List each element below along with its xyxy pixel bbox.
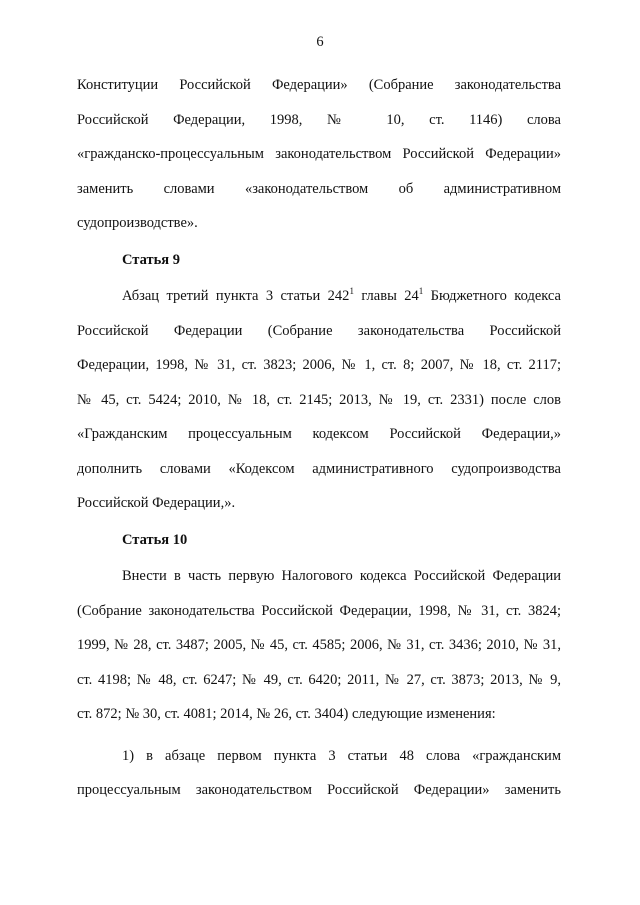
text-line: судопроизводстве». bbox=[77, 215, 198, 231]
text-line: Российской Федерации, 1998, № 10, ст. 1146) слова bbox=[77, 111, 561, 128]
text-line: Внести в часть первую Налогового кодекса Российской Федерации bbox=[122, 568, 561, 584]
page-number: 6 bbox=[316, 34, 324, 50]
document-body bbox=[77, 68, 561, 808]
superscript: 1 bbox=[349, 286, 354, 296]
superscript: 1 bbox=[418, 286, 424, 296]
text-line: Российской Федерации,». bbox=[77, 495, 236, 511]
text-line: Российской Федерации (Собрание законодательства Российской bbox=[77, 322, 561, 339]
article-10-item-1 bbox=[77, 739, 561, 808]
paragraph-constitution-continuation bbox=[77, 68, 561, 241]
text-line: «Гражданским процессуальным кодексом Российской Федерации,» bbox=[77, 426, 561, 442]
text-line: заменить словами «законодательством об административном bbox=[77, 180, 561, 197]
text-line: ст. 872; № 30, ст. 4081; 2014, № 26, ст. 3404) следующие изменения: bbox=[77, 706, 496, 722]
article-10-heading: Статья 10 bbox=[122, 531, 188, 548]
article-9-paragraph bbox=[77, 279, 561, 521]
text-line: Абзац третий пункта 3 статьи $242^1$ главы $24^1$ Бюджетного кодекса bbox=[122, 286, 561, 304]
text-line: дополнить словами «Кодексом административного судопроизводства bbox=[77, 460, 561, 477]
text-line: процессуальным законодательством Российской Федерации» заменить bbox=[77, 782, 561, 798]
text-line: (Собрание законодательства Российской Федерации, 1998, № 31, ст. 3824; bbox=[77, 602, 561, 619]
article-10-paragraph bbox=[77, 559, 561, 732]
article-9-heading: Статья 9 bbox=[122, 251, 180, 268]
text-line: 1) в абзаце первом пункта 3 статьи 48 слова «гражданским bbox=[122, 747, 561, 764]
text-line: Федерации, 1998, № 31, ст. 3823; 2006, № 1, ст. 8; 2007, № 18, ст. 2117; bbox=[77, 357, 561, 373]
text-line: № 45, ст. 5424; 2010, № 18, ст. 2145; 2013, № 19, ст. 2331) после слов bbox=[77, 391, 561, 408]
text-line: Конституции Российской Федерации» (Собрание законодательства bbox=[77, 77, 561, 93]
text-line: «гражданско-процессуальным законодательством Российской Федерации» bbox=[77, 146, 561, 162]
text-line: ст. 4198; № 48, ст. 6247; № 49, ст. 6420; 2011, № 27, ст. 3873; 2013, № 9, bbox=[77, 671, 561, 688]
text-line: 1999, № 28, ст. 3487; 2005, № 45, ст. 4585; 2006, № 31, ст. 3436; 2010, № 31, bbox=[77, 637, 561, 653]
